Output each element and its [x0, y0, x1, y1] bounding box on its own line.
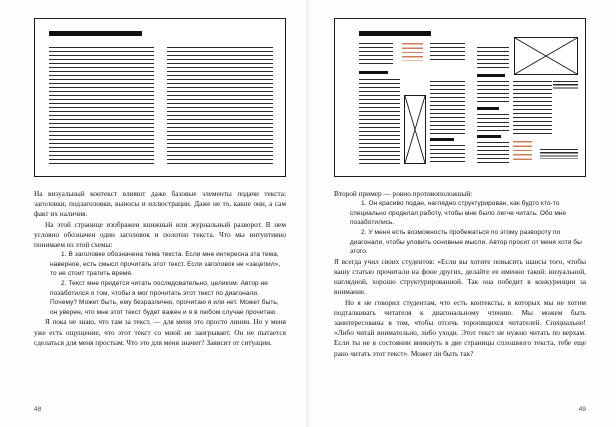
- intro-line: Второй пример — ровно противоположный:: [334, 189, 473, 198]
- paragraph: Но я не говорил студентам, что есть контексты, в которых мы не хотим подталкивать читателя к диагональному чтению. Мы можем быть заинтересованы в том, чтобы отсечь торопящихся читателей. Специально! «Либо читай внимательно, либо уходи. Этот текст не нужно читать по верхам. Если ты не в состоянии вникнуть в две страницы сплошного текста, тебе еще рано читать этот текст». Может ли быть так?: [334, 297, 586, 358]
- right-page-figure: [334, 18, 586, 177]
- paragraph: На визуальный контекст влияют даже базовые элементы подачи текста: заголовки, подзаголовки, выносы и иллюстрации. Даже не то, какие они, а сам факт их наличия.: [34, 189, 286, 219]
- figure-subhead-bar: [477, 135, 501, 138]
- paragraph: Я пока не знаю, что там за текст, — для меня это просто линии. Но у меня уже есть ощущение, что этот текст со мной не заигрывает. Он не пытается сделаться для меня простым. Что это для меня значит? Зависит от ситуации.: [34, 317, 286, 347]
- figure-text-block: [430, 81, 465, 134]
- figure-image-placeholder: [514, 37, 578, 75]
- figure-text-column-left: [49, 47, 154, 164]
- image-cross-icon: [515, 38, 577, 74]
- figure-accent-block: [513, 141, 532, 161]
- figure-text-block: [477, 142, 509, 164]
- figure-caption-block: [540, 149, 578, 159]
- figure-text-block: [477, 47, 509, 68]
- list-item: 1. Он красиво подан, наглядно структурирован, как будто кто-то специально проделал работу, чтобы мне было легче читать. Обо мне позаботились.: [350, 200, 567, 227]
- paragraph: На этой странице изображен книжный или журнальный разворот. В нем условно обозначен один заголовок и полотно текста. Что мы интуитивно понимаем из этой схемы:: [34, 219, 286, 250]
- figure-text-block: [359, 79, 400, 164]
- figure-subhead-bar: [430, 138, 454, 141]
- figure-text-block: [430, 43, 465, 60]
- left-page-figure: [34, 18, 286, 177]
- left-page-body: [34, 189, 286, 348]
- figure-text-block: [477, 81, 509, 103]
- right-page: [308, 0, 616, 427]
- figure-subhead-bar: [477, 107, 499, 110]
- figure-text-block: [430, 145, 465, 164]
- list-item: 1. В заголовке обозначена тема текста. Если мне интересна эта тема, наверное, есть смысл прочитать этот текст. Если заголовок не «зацепил», то не стоит тратить время.: [50, 251, 281, 278]
- figure-image-placeholder: [404, 95, 426, 164]
- figure-text-block: [359, 43, 393, 64]
- figure-headline-bar: [359, 31, 431, 36]
- figure-text-block: [513, 81, 552, 134]
- figure-text-column-right: [167, 47, 273, 164]
- list-item: 2. У меня есть возможность пробежаться по этому развороту по диагонали, чтобы уловить основные мысли. Автор просит от меня хотя бы этого.: [350, 228, 582, 256]
- page-number-right: 49: [578, 406, 586, 413]
- figure-subhead-bar: [359, 71, 388, 74]
- paragraph: Я всегда учил своих студентов: «Если вы хотите повысить шансы того, чтобы вашу статью прочитали на фоне других, делайте ее именно такой: визуальной, наглядной, хорошо структурированной. Так она победит в конкуренции за внимание.: [334, 256, 586, 297]
- right-page-body: [334, 189, 586, 359]
- figure-subhead-bar: [477, 74, 505, 77]
- figure-text-block: [477, 114, 509, 131]
- page-number-left: 48: [34, 406, 42, 413]
- figure-accent-block: [402, 43, 423, 61]
- list-item: 2. Текст мне придется читать последовательно, целиком. Автор не позаботился о том, чтобы я мог прочитать этот текст по диагонали. Почему? Может быть, ему безразлично, прочитаю я или нет. Может быть, он уверен, что мне этот текст будет важен и я в любом случае прочитаю.: [50, 280, 279, 316]
- figure-headline-bar: [49, 31, 142, 36]
- figure-caption-block: [553, 81, 578, 90]
- image-cross-icon: [405, 96, 425, 163]
